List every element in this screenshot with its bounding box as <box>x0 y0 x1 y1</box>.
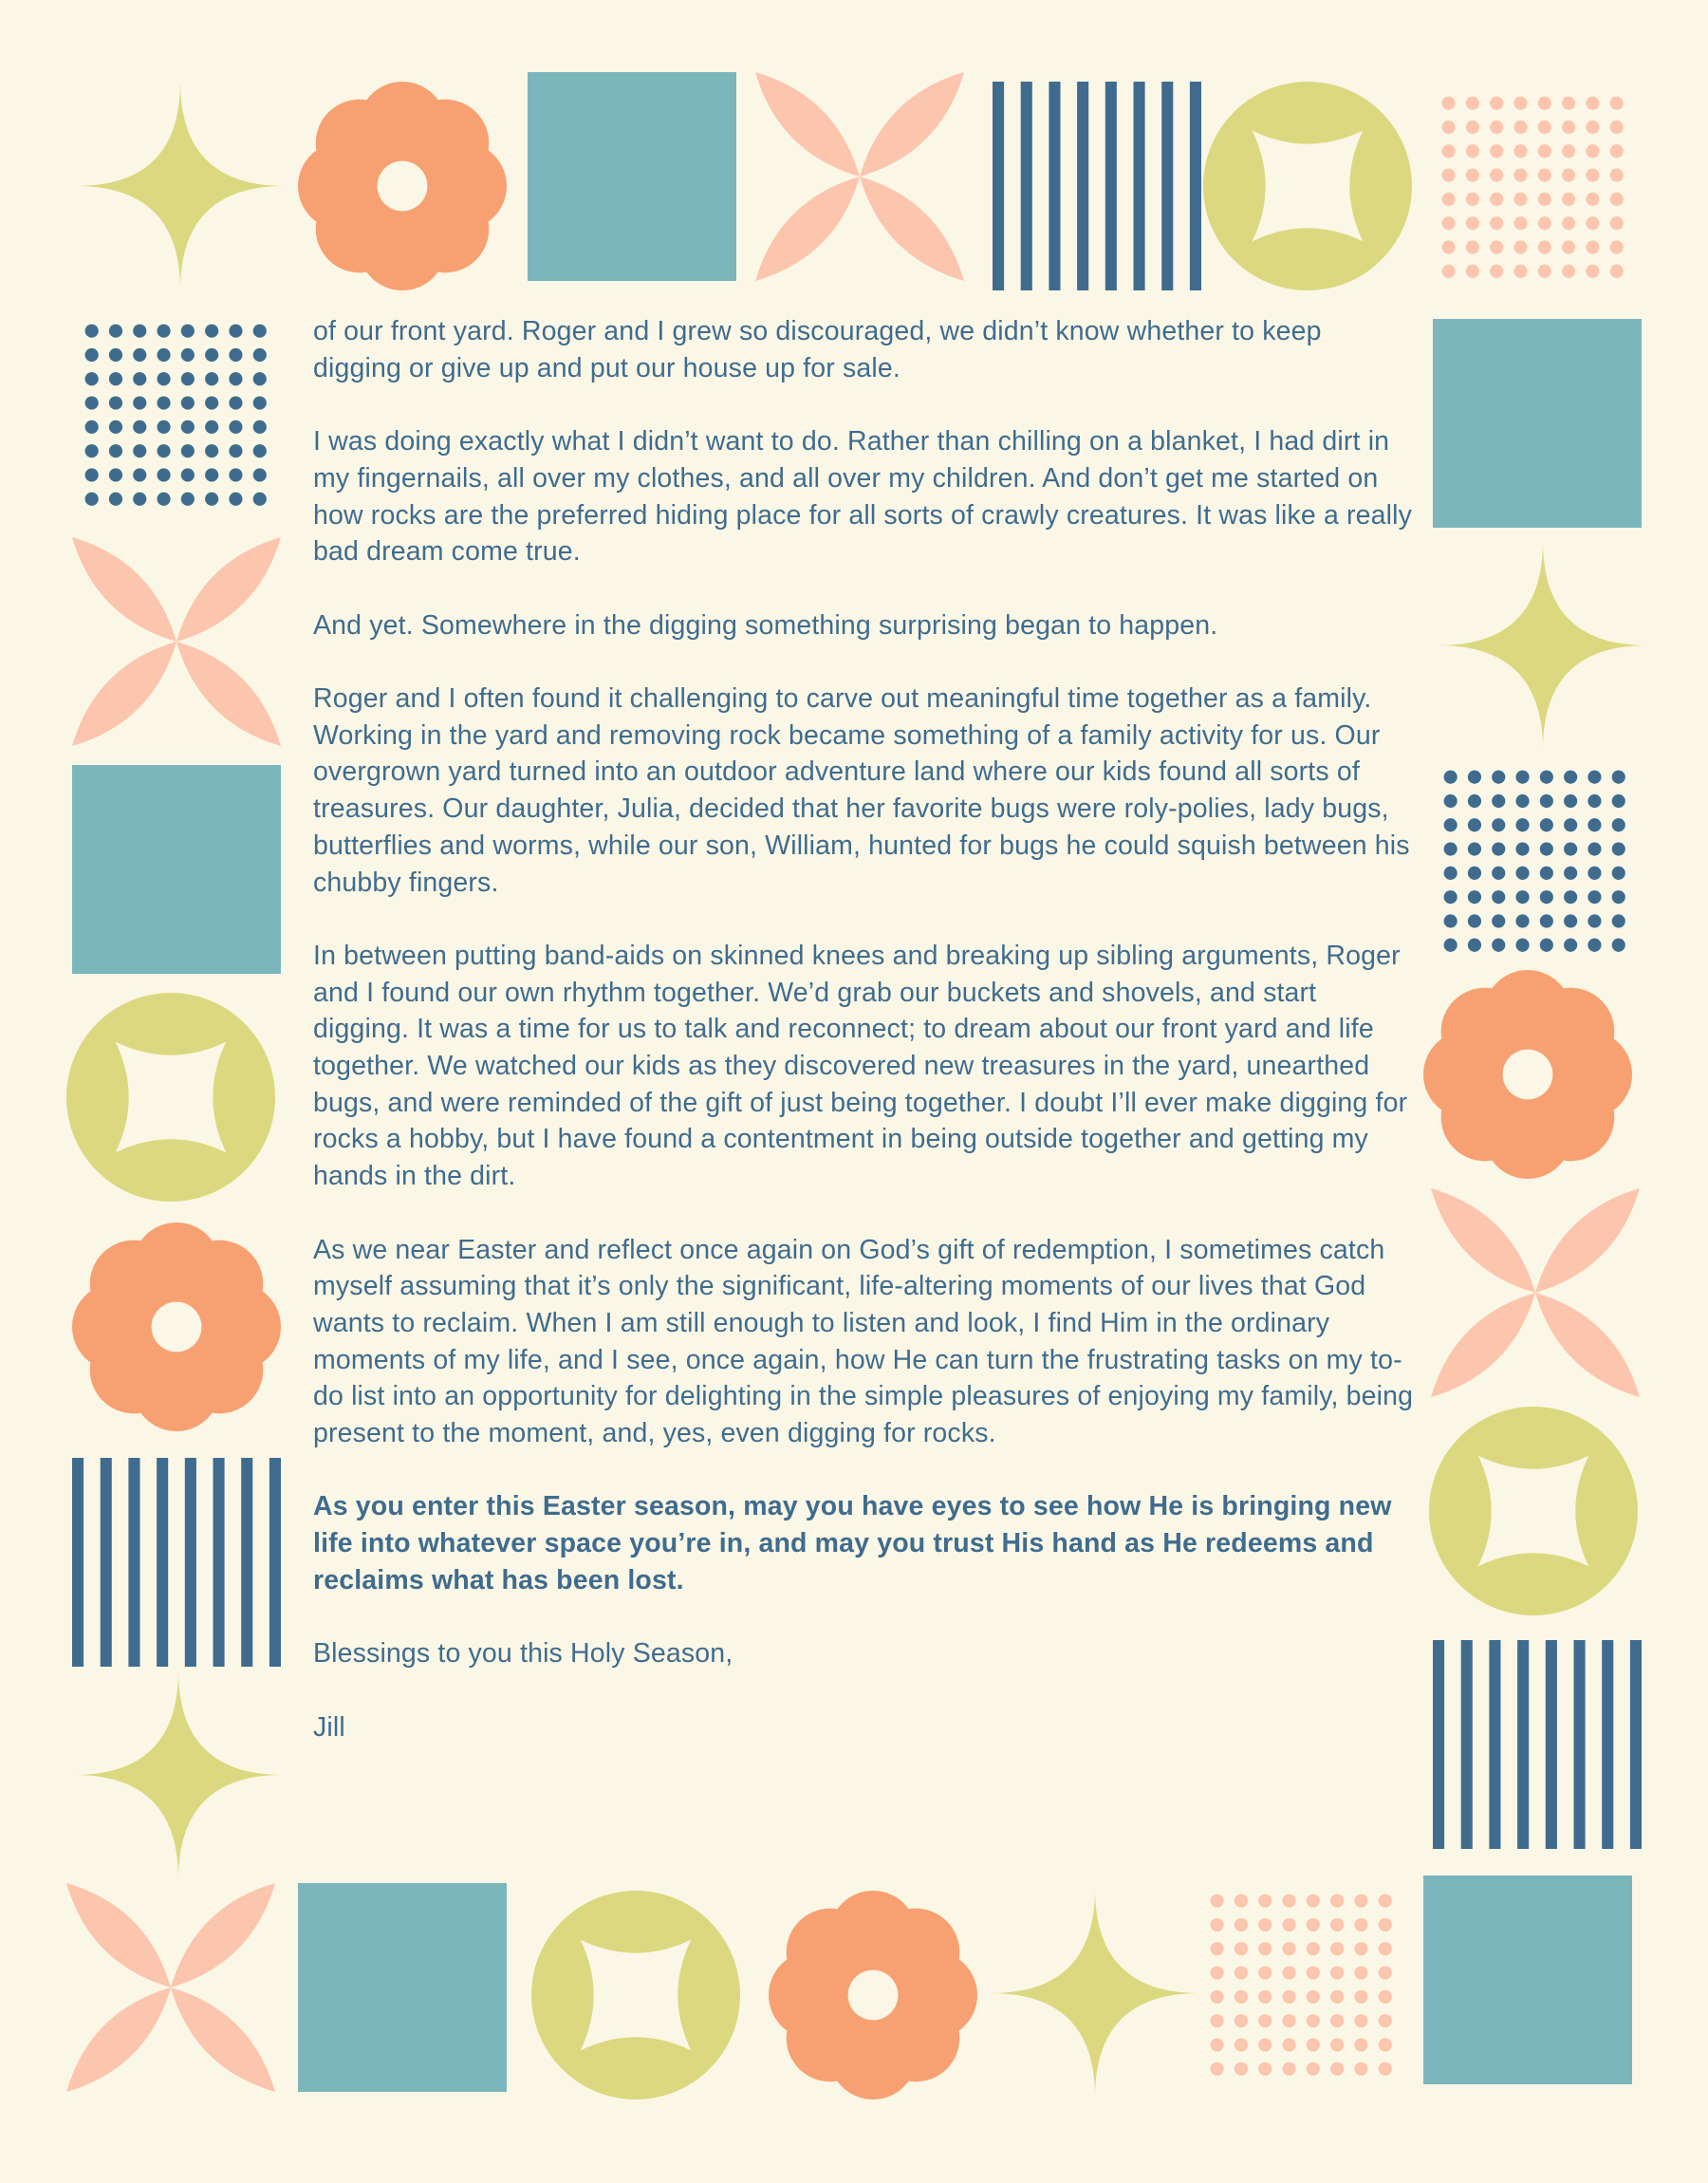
circle-frame-icon <box>1203 82 1412 290</box>
star-icon <box>1439 541 1647 750</box>
star-icon <box>991 1889 1199 2098</box>
dots-icon <box>1444 771 1625 952</box>
flower-icon <box>298 82 507 290</box>
paragraph-family-time: Roger and I often found it challenging to carve out meaningful time together as a family. Working in the yard and removing rock became something of a family activity for us. Our overgrown yard turned into an outdoor adventure land where our kids found all sorts of treasures. Our daughter, Julia, decided that her favorite bugs were roly-polies, lady bugs, butterflies and worms, while our son, William, hunted for bugs he could squish between his chubby fingers. <box>313 682 1410 898</box>
letter-body <box>313 313 1414 1782</box>
signature: Jill <box>313 1711 345 1743</box>
stripes-icon <box>1433 1640 1642 1849</box>
square-icon <box>1433 319 1642 528</box>
circle-frame-icon <box>531 1891 740 2099</box>
petal-icon <box>755 72 964 281</box>
star-icon <box>74 1670 283 1879</box>
blessing-statement: As you enter this Easter season, may you have eyes to see how He is bringing new life into whatever space you’re in, and may you trust His hand as He redeems and reclaims what has been lost. <box>313 1491 1392 1595</box>
sign-off: Blessings to you this Holy Season, <box>313 1638 733 1670</box>
dots-icon <box>1211 1894 1392 2076</box>
dots-icon <box>85 325 267 506</box>
dots-icon <box>1442 97 1624 278</box>
star-icon <box>76 82 285 290</box>
petal-icon <box>66 1883 275 2092</box>
paragraph-easter-reflection: As we near Easter and reflect once again on God’s gift of redemption, I sometimes catch myself assuming that it’s only the significant, life-altering moments of our lives that God wants to reclaim. When I am still enough to listen and look, I find Him in the ordinary moments of my life, and I see, once again, how He can turn the frustrating tasks on my to-do list into an opportunity for delighting in the simple pleasures of enjoying my family, being present to the moment, and, yes, even digging for rocks. <box>313 1234 1414 1449</box>
square-icon <box>72 765 281 974</box>
paragraph-rhythm: In between putting band-aids on skinned knees and breaking up sibling arguments, Roger and I found our own rhythm together. We’d grab our buckets and shovels, and start digging. It was a time for us to talk and reconnect; to dream about our front yard and life together. We watched our kids as they discovered new treasures in the yard, unearthed bugs, and were reminded of the gift of just being together. I doubt I’ll ever make digging for rocks a hobby, but I have found a contentment in being outside together and getting my hands in the dirt. <box>313 940 1408 1192</box>
square-icon <box>528 72 736 281</box>
paragraph-and-yet: And yet. Somewhere in the digging something surprising began to happen. <box>313 609 1218 641</box>
paragraph-front-yard: of our front yard. Roger and I grew so discouraged, we didn’t know whether to keep digging or give up and put our house up for sale. <box>313 316 1322 383</box>
petal-icon <box>1431 1188 1640 1397</box>
stripes-icon <box>993 82 1201 290</box>
circle-frame-icon <box>1429 1407 1638 1615</box>
paragraph-dirt: I was doing exactly what I didn’t want to do. Rather than chilling on a blanket, I had dirt in my fingernails, all over my clothes, and all over my children. And don’t get me started on how rocks are the preferred hiding place for all sorts of crawly creatures. It was like a really bad dream come true. <box>313 426 1413 568</box>
square-icon <box>1423 1875 1632 2084</box>
petal-icon <box>72 537 281 746</box>
flower-icon <box>72 1222 281 1431</box>
square-icon <box>298 1883 507 2092</box>
stripes-icon <box>72 1458 281 1667</box>
flower-icon <box>1423 970 1632 1179</box>
circle-frame-icon <box>66 993 275 1202</box>
flower-icon <box>769 1891 977 2099</box>
